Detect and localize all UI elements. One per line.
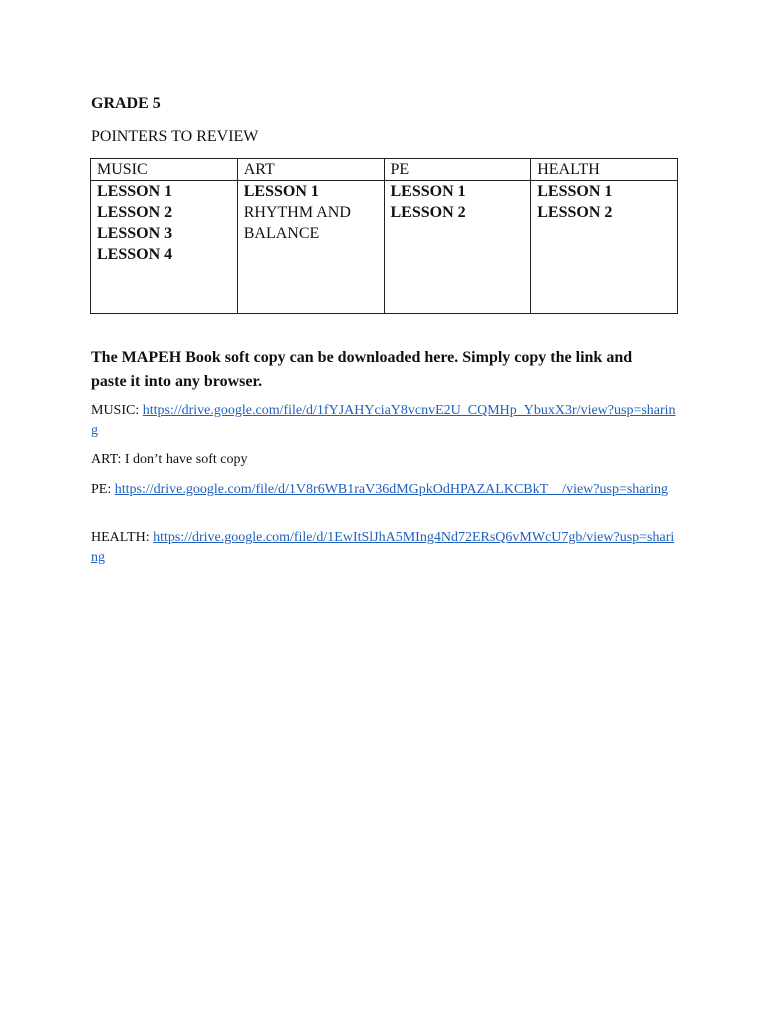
pe-book-link[interactable]: https://drive.google.com/file/d/1V8r6WB1raV36dMGpkOdHPAZALKCBkT__/view?usp=sharing [114, 482, 669, 497]
art-lesson-1: LESSON 1 [243, 183, 319, 200]
art-topic-line-1: RHYTHM AND [243, 204, 351, 221]
header-music: MUSIC [91, 159, 238, 181]
music-link-row [91, 401, 681, 441]
pe-cell [384, 181, 531, 314]
table-row [91, 181, 678, 314]
art-link-label: ART: [91, 452, 125, 467]
review-table [90, 158, 678, 314]
download-instructions: The MAPEH Book soft copy can be downloaded here. Simply copy the link and paste it into any browser. [91, 349, 633, 390]
music-lesson-2: LESSON 2 [97, 204, 173, 221]
health-lesson-1: LESSON 1 [537, 183, 613, 200]
header-health: HEALTH [531, 159, 678, 181]
pe-link-label: PE: [91, 482, 115, 497]
health-link-label: HEALTH: [91, 530, 154, 545]
pe-lesson-1: LESSON 1 [390, 183, 466, 200]
pe-link-row [91, 480, 681, 500]
health-cell [531, 181, 678, 314]
grade-heading: GRADE 5 [91, 95, 161, 112]
art-cell [237, 181, 384, 314]
health-link-row [91, 528, 681, 568]
music-lesson-4: LESSON 4 [97, 246, 173, 263]
header-art: ART [237, 159, 384, 181]
music-book-link[interactable]: https://drive.google.com/file/d/1fYJAHYciaY8vcnvE2U_CQMHp_YbuxX3r/view?usp=sharing [91, 403, 676, 438]
music-cell [91, 181, 238, 314]
art-topic-line-2: BALANCE [243, 225, 320, 242]
pe-lesson-2: LESSON 2 [390, 204, 466, 221]
music-lesson-3: LESSON 3 [97, 225, 173, 242]
pointers-heading: POINTERS TO REVIEW [91, 128, 259, 145]
health-lesson-2: LESSON 2 [537, 204, 613, 221]
music-link-label: MUSIC: [91, 403, 143, 418]
art-no-copy-text: I don’t have soft copy [124, 452, 248, 467]
header-pe: PE [384, 159, 531, 181]
music-lesson-1: LESSON 1 [97, 183, 173, 200]
table-header-row [91, 159, 678, 181]
art-link-row [91, 450, 681, 470]
health-book-link[interactable]: https://drive.google.com/file/d/1EwItSlJhA5MIng4Nd72ERsQ6vMWcU7gb/view?usp=sharing [91, 530, 675, 565]
